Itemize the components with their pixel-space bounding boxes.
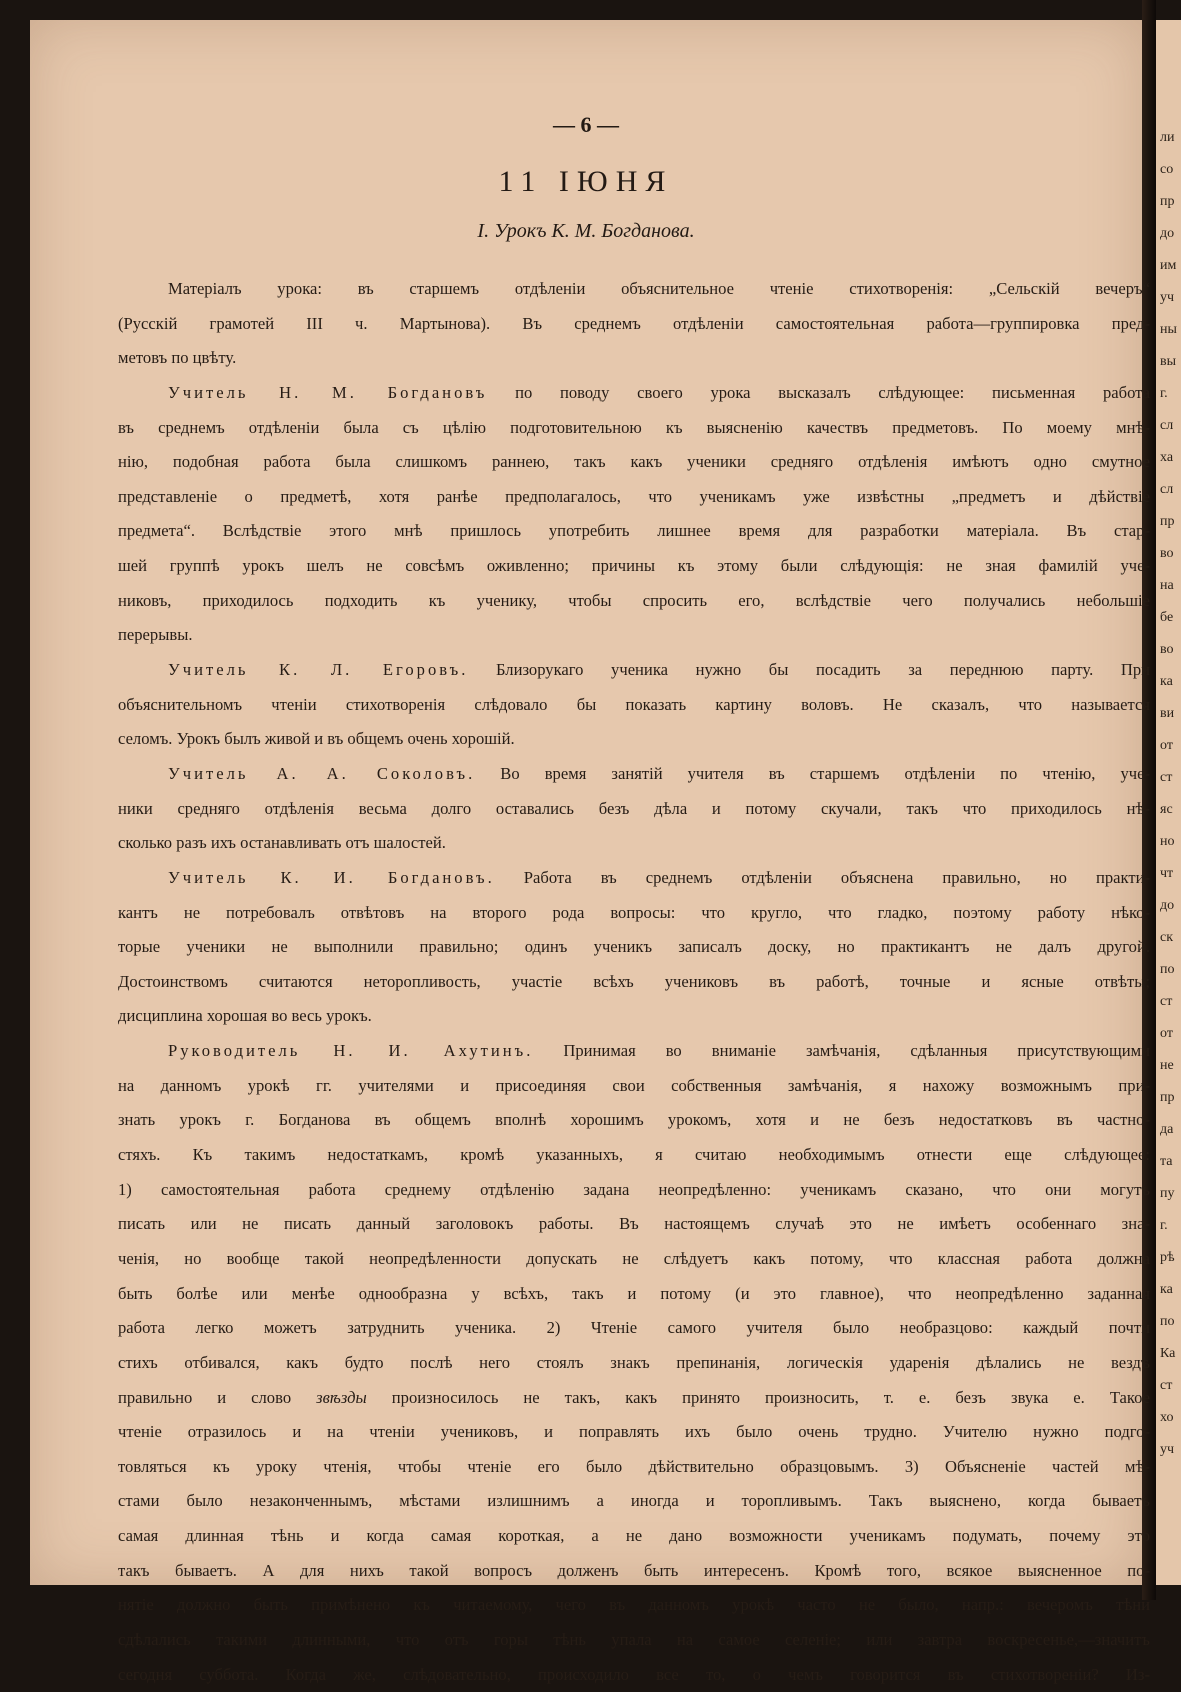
text-line [118, 930, 1150, 965]
text-line [118, 1346, 1150, 1381]
text-line [118, 307, 1150, 342]
text-line [118, 1138, 1150, 1173]
speaker-name: Учитель К. Л. Егоровъ. [168, 660, 469, 680]
adjacent-page-fragment: ск [1160, 930, 1174, 945]
text-segment: стихъ отбивался, какъ будто послѣ него стоялъ знакъ препинанія, логическія ударенія дѣлались не вездѣ [118, 1352, 1150, 1372]
adjacent-page-edge [1156, 20, 1181, 1585]
text-line [118, 341, 1150, 376]
text-segment: на данномъ урокѣ гг. учителями и присоединяя свои собственныя замѣчанія, я нахожу возможнымъ при- [118, 1075, 1150, 1095]
date-heading: 11 ІЮНЯ [498, 165, 674, 198]
text-segment: объяснительномъ чтеніи стихотворенія слѣдовало бы показать картину воловъ. Не сказалъ, что называется [118, 694, 1150, 714]
adjacent-page-fragment: на [1160, 578, 1174, 593]
adjacent-page-fragment: по [1160, 1314, 1175, 1329]
adjacent-page-fragment: рѣ [1160, 1250, 1175, 1265]
text-line [118, 999, 1150, 1034]
adjacent-page-fragment: во [1160, 642, 1174, 657]
text-line [118, 896, 1150, 931]
text-line [118, 1173, 1150, 1208]
text-line [118, 792, 1150, 827]
adjacent-page-fragment: ви [1160, 706, 1175, 721]
text-segment: Близорукаго ученика нужно бы посадить за переднюю парту. При [468, 660, 1150, 680]
adjacent-page-fragment: Ка [1160, 1346, 1176, 1361]
text-segment: сколько разъ ихъ останавливать отъ шалостей. [118, 833, 446, 853]
text-line [118, 411, 1150, 446]
text-segment: писать или не писать данный заголовокъ работы. Въ настоящемъ случаѣ это не имѣетъ особеннаго зна- [118, 1214, 1150, 1234]
text-segment: кантъ не потребовалъ отвѣтовъ на второго рода вопросы: что кругло, что гладко, поэтому работу нѣко- [118, 902, 1150, 922]
adjacent-page-fragment: сл [1160, 418, 1174, 433]
text-line [118, 1415, 1150, 1450]
adjacent-page-fragment: но [1160, 834, 1175, 849]
text-segment: быть болѣе или менѣе однообразна у всѣхъ, такъ и потому (и это главное), что неопредѣленно заданная [118, 1283, 1150, 1303]
adjacent-page-fragment: та [1160, 1154, 1173, 1169]
text-segment: по поводу своего урока высказалъ слѣдующее: письменная работа [487, 382, 1150, 402]
adjacent-page-fragment: чт [1160, 866, 1174, 881]
text-line [118, 861, 1150, 896]
adjacent-page-fragment: до [1160, 226, 1175, 241]
text-segment: (Русскій грамотей III ч. Мартынова). Въ среднемъ отдѣленіи самостоятельная работа—группировка пред- [118, 313, 1150, 333]
adjacent-page-fragment: со [1160, 162, 1174, 177]
text-segment: сдѣлались такими длинными, что отъ горы тѣнь упала на самое селеніе; или завтра воскресенье,—значитъ [118, 1629, 1150, 1649]
page-number: — 6 — [553, 112, 619, 137]
text-line [118, 1623, 1150, 1658]
text-line [118, 1381, 1150, 1416]
text-line [118, 445, 1150, 480]
text-line [118, 1103, 1150, 1138]
text-segment: товляться къ уроку чтенія, чтобы чтеніе его было дѣйствительно образцовымъ. 3) Объясненіе частей мѣ- [118, 1456, 1150, 1476]
adjacent-page-fragment: ны [1160, 322, 1177, 337]
adjacent-page-fragment: ст [1160, 1378, 1173, 1393]
text-line [118, 1450, 1150, 1485]
document-page [30, 20, 1150, 1684]
text-segment: работа легко можетъ затруднить ученика. 2) Чтеніе самого учителя было необразцово: каждый почти [118, 1318, 1150, 1338]
text-line [118, 1069, 1150, 1104]
text-line [118, 1277, 1150, 1312]
adjacent-page-fragment: ка [1160, 674, 1173, 689]
text-segment: въ среднемъ отдѣленіи была съ цѣлію подготовительною къ выясненію качествъ предметовъ. По моему мнѣ- [118, 417, 1150, 437]
adjacent-page-fragment: пр [1160, 194, 1175, 209]
text-segment: стами было незаконченнымъ, мѣстами излишнимъ а иногда и торопливымъ. Такъ выяснено, когда бываетъ [118, 1491, 1150, 1511]
text-segment: селомъ. Урокъ былъ живой и въ общемъ очень хорошій. [118, 729, 515, 749]
text-line [118, 1588, 1150, 1623]
text-segment: произносилось не такъ, какъ принято произносить, т. е. безъ звука е. Такое [366, 1387, 1150, 1407]
adjacent-page-fragment: пр [1160, 514, 1175, 529]
text-line [118, 965, 1150, 1000]
text-segment: Матеріалъ урока: въ старшемъ отдѣленіи объяснительное чтеніе стихотворенія: „Сельскій вечеръ“ [168, 279, 1150, 298]
adjacent-page-fragment: по [1160, 962, 1175, 977]
adjacent-page-fragment: г. [1160, 1218, 1168, 1233]
text-line [118, 1484, 1150, 1519]
adjacent-page-fragment: не [1160, 1058, 1174, 1073]
text-line [118, 722, 1150, 757]
text-line [118, 376, 1150, 411]
adjacent-page-fragment: хо [1160, 1410, 1174, 1425]
text-line [118, 1519, 1150, 1554]
text-segment: дисциплина хорошая во весь урокъ. [118, 1006, 372, 1026]
text-line [118, 514, 1150, 549]
text-segment: Работа въ среднемъ отдѣленіи объяснена правильно, но практи- [494, 867, 1150, 887]
text-segment: чтеніе отразилось и на чтеніи учениковъ, и поправлять ихъ было очень трудно. Учителю нужно подго- [118, 1422, 1150, 1442]
adjacent-page-fragment: ха [1160, 450, 1174, 465]
adjacent-page-fragment: сл [1160, 482, 1174, 497]
text-line [118, 1658, 1150, 1692]
adjacent-page-fragment: ст [1160, 770, 1173, 785]
text-segment: метовъ по цвѣту. [118, 348, 237, 368]
italic-word: звѣзды [316, 1387, 367, 1407]
text-line [118, 1242, 1150, 1277]
adjacent-page-fragment: вы [1160, 354, 1177, 369]
text-line [118, 826, 1150, 861]
text-line [118, 1207, 1150, 1242]
text-line [118, 272, 1150, 307]
text-segment: сегодня суббота. Когда же, слѣдовательно, происходило все то, о чемъ говорится въ стихотвореніи? Из- [118, 1664, 1150, 1684]
adjacent-page-fragment: до [1160, 898, 1175, 913]
text-line [118, 584, 1150, 619]
text-line [118, 688, 1150, 723]
text-line [118, 1034, 1150, 1069]
text-segment: самая длинная тѣнь и когда самая короткая, а не дано возможности ученикамъ подумать, почему это [118, 1526, 1150, 1546]
speaker-name: Руководитель Н. И. Ахутинъ. [168, 1041, 534, 1061]
text-segment: такъ бываетъ. А для нихъ такой вопросъ долженъ быть интересенъ. Кромѣ того, всякое выясненное по- [118, 1560, 1150, 1580]
text-line [118, 1554, 1150, 1589]
text-segment: Принимая во вниманіе замѣчанія, сдѣланныя присутствующими [533, 1041, 1150, 1061]
adjacent-page-fragment: ка [1160, 1282, 1173, 1297]
text-line [118, 653, 1150, 688]
text-segment: торые ученики не выполнили правильно; одинъ ученикъ записалъ доску, но практикантъ не далъ другой. [118, 937, 1150, 957]
text-line [118, 1311, 1150, 1346]
lesson-subheading: I. Урокъ К. М. Богданова. [477, 220, 695, 242]
adjacent-page-fragment: от [1160, 1026, 1173, 1041]
speaker-name: Учитель Н. М. Богдановъ [168, 382, 488, 402]
adjacent-page-fragment: от [1160, 738, 1173, 753]
text-segment: шей группѣ урокъ шелъ не совсѣмъ оживленно; причины къ этому были слѣдующія: не зная фамилій уче- [118, 556, 1150, 576]
body-text [118, 272, 1150, 1692]
adjacent-page-fragment: яс [1160, 802, 1173, 817]
text-segment: предмета“. Вслѣдствіе этого мнѣ пришлось употребить лишнее время для разработки матеріала. Въ стар- [118, 521, 1150, 541]
text-segment: Во время занятій учителя въ старшемъ отдѣленіи по чтенію, уче- [475, 763, 1150, 783]
adjacent-page-fragment: бе [1160, 610, 1174, 625]
text-segment: ченія, но вообще такой неопредѣленности допускать не слѣдуетъ какъ потому, что классная работа должна [118, 1248, 1150, 1268]
text-segment: нію, подобная работа была слишкомъ раннею, такъ какъ ученики средняго отдѣленія имѣютъ одно смутное [118, 452, 1150, 472]
speaker-name: Учитель А. А. Соколовъ. [168, 763, 476, 783]
text-line [118, 618, 1150, 653]
text-line [118, 549, 1150, 584]
text-segment: представленіе о предметѣ, хотя ранѣе предполагалось, что ученикамъ уже извѣстны „предметъ и дѣйствіе [118, 486, 1150, 506]
adjacent-page-fragment: да [1160, 1122, 1174, 1137]
text-line [118, 480, 1150, 515]
adjacent-page-fragment: пу [1160, 1186, 1175, 1201]
adjacent-page-fragment: г. [1160, 386, 1168, 401]
speaker-name: Учитель К. И. Богдановъ. [168, 867, 495, 887]
adjacent-page-fragment: пр [1160, 1090, 1175, 1105]
text-segment: Достоинствомъ считаются неторопливость, участіе всѣхъ учениковъ въ работѣ, точные и ясные отвѣты; [118, 971, 1150, 991]
text-segment: знать урокъ г. Богданова въ общемъ вполнѣ хорошимъ урокомъ, хотя и не безъ недостатковъ въ частно- [118, 1110, 1150, 1130]
text-line [118, 757, 1150, 792]
text-segment: правильно и слово [118, 1387, 317, 1407]
adjacent-page-fragment: ст [1160, 994, 1173, 1009]
text-segment: ники средняго отдѣленія весьма долго оставались безъ дѣла и потому скучали, такъ что приходилось нѣ- [118, 798, 1150, 818]
adjacent-page-fragment: уч [1160, 1442, 1175, 1457]
adjacent-page-fragment: уч [1160, 290, 1175, 305]
text-segment: 1) самостоятельная работа среднему отдѣленію задана неопредѣленно: ученикамъ сказано, что они могутъ [118, 1179, 1150, 1199]
text-segment: никовъ, приходилось подходить къ ученику, чтобы спросить его, вслѣдствіе чего получались небольшіе [118, 590, 1150, 610]
adjacent-page-fragment: во [1160, 546, 1174, 561]
text-segment: перерывы. [118, 625, 193, 645]
text-segment: стяхъ. Къ такимъ недостаткамъ, кромѣ указанныхъ, я считаю необходимымъ отнести еще слѣдующее: [118, 1145, 1150, 1165]
text-segment: нятіе должно быть примѣнено къ читаемому, чего въ данномъ урокѣ часто не было, напр.: вечеромъ тѣни [118, 1595, 1150, 1615]
adjacent-page-fragment: им [1160, 258, 1177, 273]
adjacent-page-fragment: ли [1160, 130, 1175, 145]
